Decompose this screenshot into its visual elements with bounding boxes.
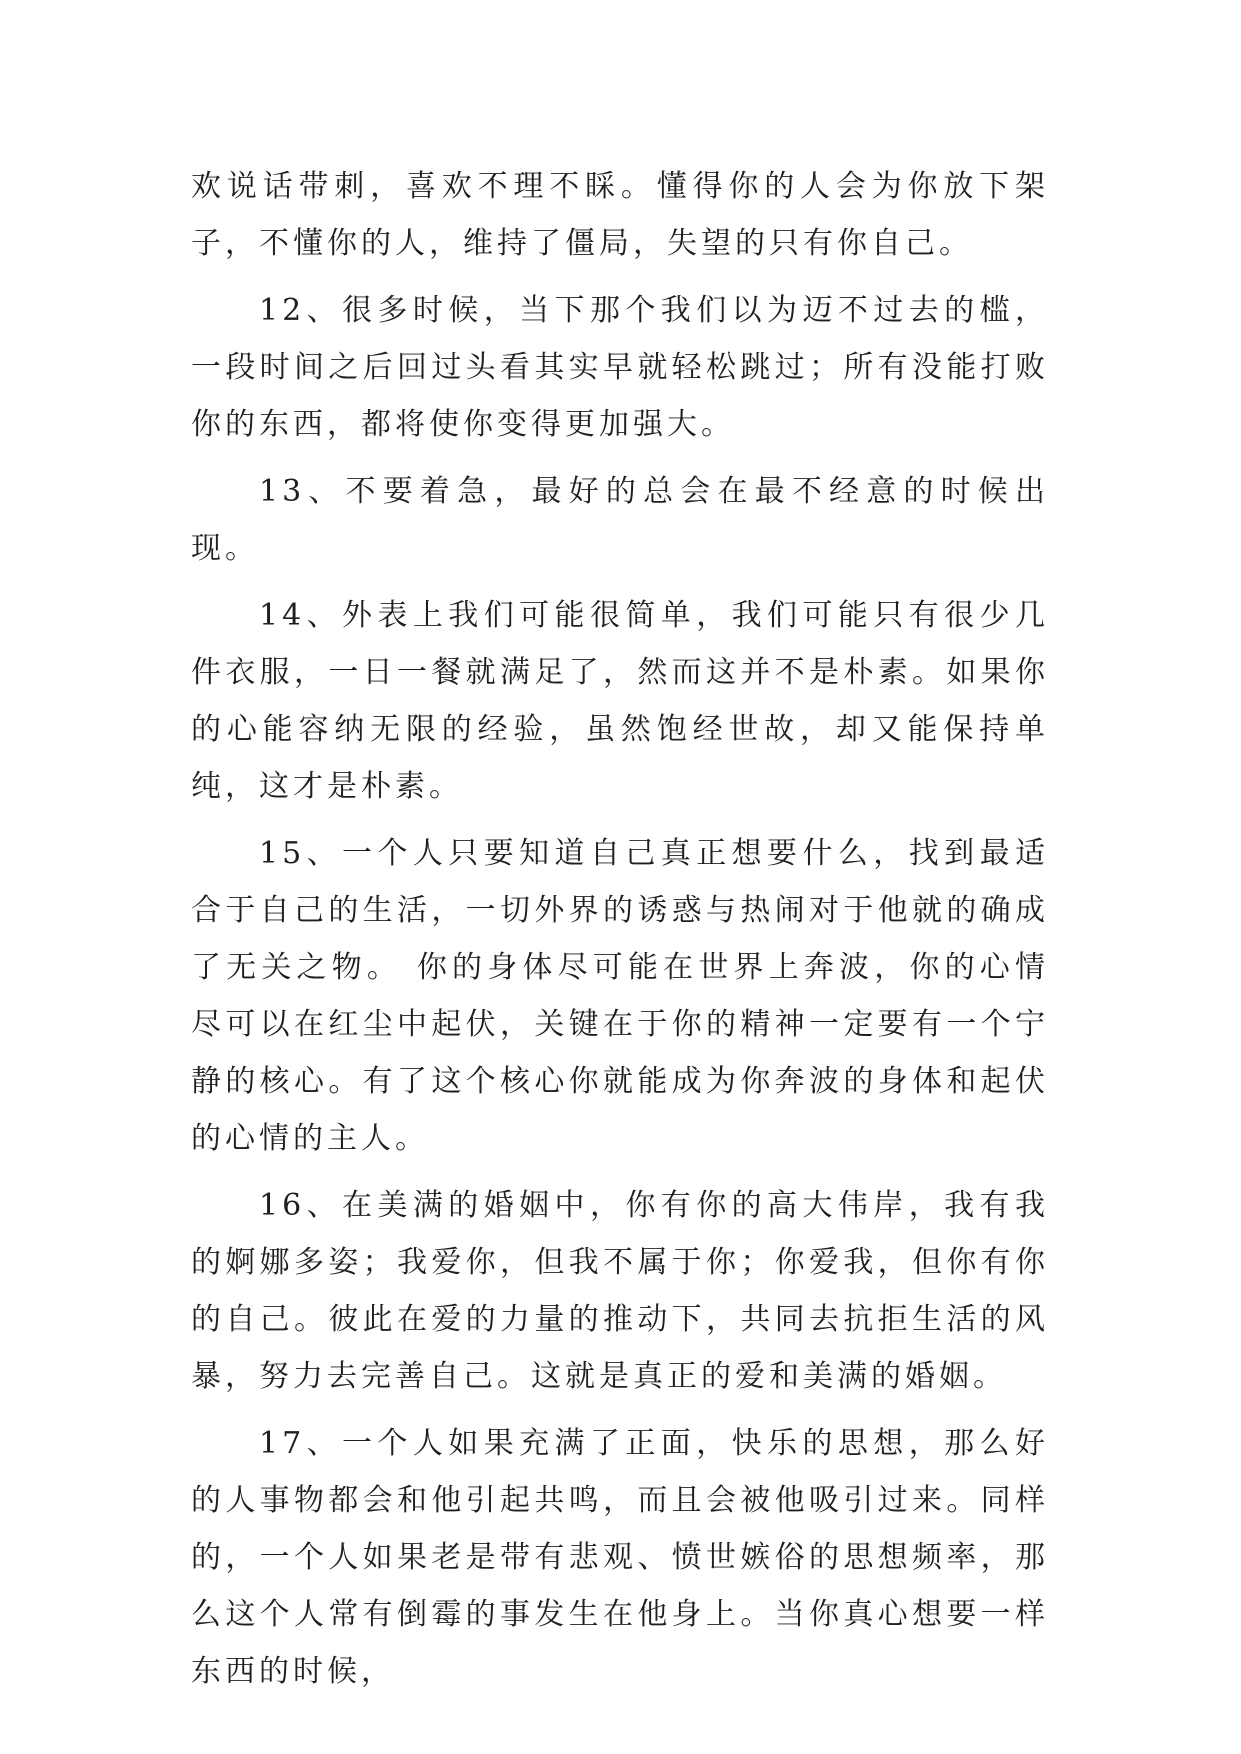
paragraph-item-13: 13、不要着急，最好的总会在最不经意的时候出现。 <box>191 474 1049 566</box>
paragraph-item-16: 16、在美满的婚姻中，你有你的高大伟岸，我有我的婀娜多姿；我爱你，但我不属于你；你爱我，但你有你的自己。彼此在爱的力量的推动下，共同去抗拒生活的风暴，努力去完善自己。这就是真正的爱和美满的婚姻。 <box>191 1188 1049 1394</box>
paragraph-item-12: 12、很多时候，当下那个我们以为迈不过去的槛，一段时间之后回过头看其实早就轻松跳过；所有没能打败你的东西，都将使你变得更加强大。 <box>191 293 1049 442</box>
paragraph-item-17: 17、一个人如果充满了正面，快乐的思想，那么好的人事物都会和他引起共鸣，而且会被他吸引过来。同样的，一个人如果老是带有悲观、愤世嫉俗的思想频率，那么这个人常有倒霉的事发生在他身上。当你真心想要一样东西的时候， <box>191 1426 1049 1689</box>
paragraph-continuation: 欢说话带刺，喜欢不理不睬。懂得你的人会为你放下架子，不懂你的人，维持了僵局，失望的只有你自己。 <box>191 169 1049 261</box>
paragraph-item-15: 15、一个人只要知道自己真正想要什么，找到最适合于自己的生活，一切外界的诱惑与热闹对于他就的确成了无关之物。 你的身体尽可能在世界上奔波，你的心情尽可以在红尘中起伏，关键在于你的精神一定要有一个宁静的核心。有了这个核心你就能成为你奔波的身体和起伏的心情的主人。 <box>191 836 1049 1156</box>
document-body <box>191 158 1049 1700</box>
paragraph-item-14: 14、外表上我们可能很简单，我们可能只有很少几件衣服，一日一餐就满足了，然而这并不是朴素。如果你的心能容纳无限的经验，虽然饱经世故，却又能保持单纯，这才是朴素。 <box>191 598 1049 804</box>
